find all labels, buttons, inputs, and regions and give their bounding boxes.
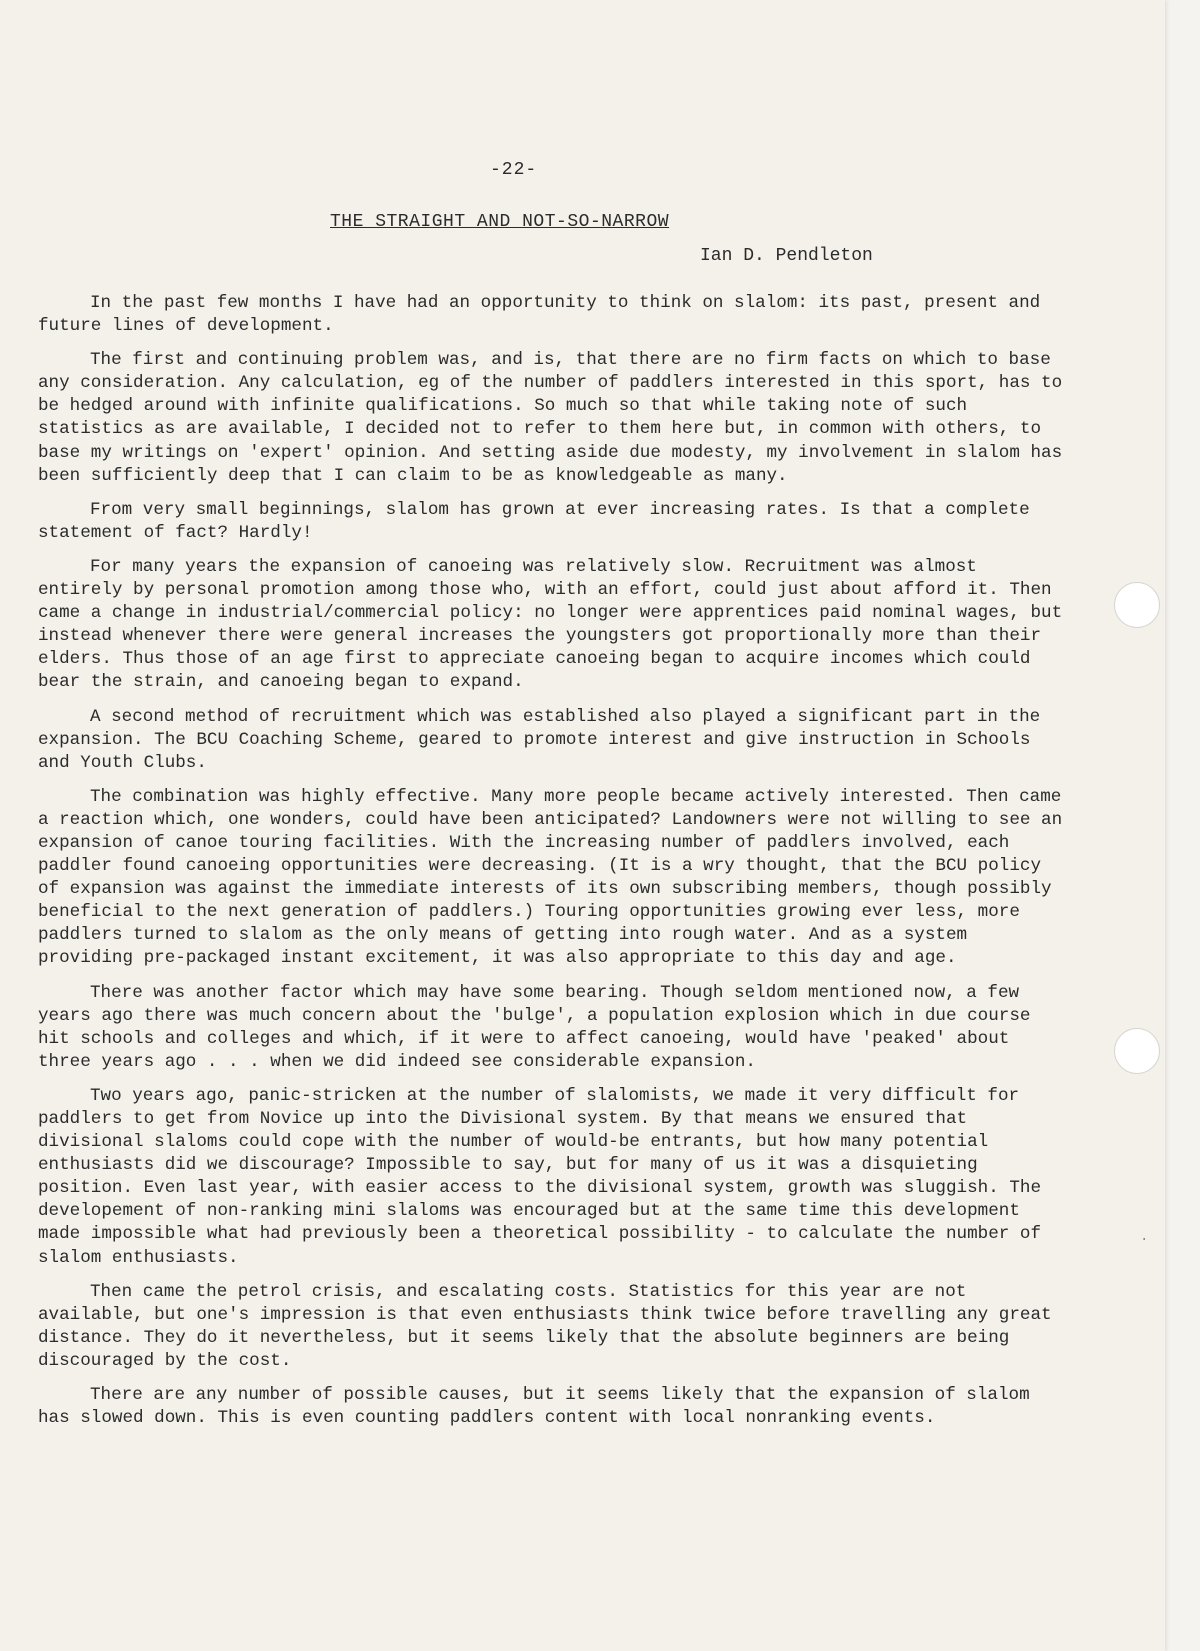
author-name: Ian D. Pendleton bbox=[700, 246, 873, 266]
paragraph: In the past few months I have had an opportunity to think on slalom: its past, present and future lines of development. bbox=[38, 293, 1051, 337]
punch-hole-upper bbox=[1114, 582, 1160, 628]
paragraph: There was another factor which may have some bearing. Though seldom mentioned now, a few years ago there was much concern about the 'bulge', a population explosion which in due course hit schools and colleges and which, if it were to affect canoeing, would have 'peaked' about three years ago . . . when we did indeed see considerable expansion. bbox=[38, 982, 1042, 1072]
paragraph: There are any number of possible causes, but it seems likely that the expansion of slalom has slowed down. This is even counting paddlers content with local nonranking events. bbox=[38, 1385, 1041, 1429]
paragraph: The first and continuing problem was, and is, that there are no firm facts on which to base any consideration. Any calculation, eg of the number of paddlers interested in this sport, has to be hedged around with infinite qualifications. So much so that while taking note of such statistics as are available, I decided not to refer to them here but, in common with others, to base my writings on 'expert' opinion. And setting aside due modesty, my involvement in slalom has been sufficiently deep that I can claim to be as knowledgeable as many. bbox=[38, 350, 1073, 486]
article-title: THE STRAIGHT AND NOT-SO-NARROW bbox=[330, 212, 670, 232]
article-body bbox=[38, 292, 1073, 1441]
paragraph: Two years ago, panic-stricken at the number of slalomists, we made it very difficult for paddlers to get from Novice up into the Divisional system. By that means we ensured that divisional slaloms could cope with the number of would-be entrants, but how many potential enthusiasts did we discourage? Impossible to say, but for many of us it was a disquieting position. Even last year, with easier access to the divisional system, growth was sluggish. The developement of non-ranking mini slaloms was encouraged but at the same time this development made impossible what had previously been a theoretical possibility - to calculate the number of slalom enthusiasts. bbox=[38, 1085, 1052, 1268]
paragraph: For many years the expansion of canoeing was relatively slow. Recruitment was almost entirely by personal promotion among those who, with an effort, could just about afford it. Then came a change in industrial/commercial policy: no longer were apprentices paid nominal wages, but instead whenever there were general increases the youngsters got proportionally more than their elders. Thus those of an age first to appreciate canoeing began to acquire incomes which could bear the strain, and canoeing began to expand. bbox=[38, 556, 1073, 693]
punch-hole-lower bbox=[1114, 1028, 1160, 1074]
page-number: -22- bbox=[490, 160, 538, 180]
paragraph: Then came the petrol crisis, and escalating costs. Statistics for this year are not available, but one's impression is that even enthusiasts think twice before travelling any great distance. They do it nevertheless, but it seems likely that the absolute beginners are being discouraged by the cost. bbox=[38, 1281, 1063, 1371]
paragraph: The combination was highly effective. Many more people became actively interested. Then came a reaction which, one wonders, could have been anticipated? Landowners were not willing to see an expansion of canoe touring facilities. With the increasing number of paddlers involved, each paddler found canoeing opportunities were decreasing. (It is a wry thought, that the BCU policy of expansion was against the immediate interests of its own subscribing members, though possibly beneficial to the next generation of paddlers.) Touring opportunities growing ever less, more paddlers turned to slalom as the only means of getting into rough water. And as a system providing pre-packaged instant excitement, it was also appropriate to this day and age. bbox=[38, 786, 1073, 969]
paragraph: A second method of recruitment which was established also played a significant part in the expansion. The BCU Coaching Scheme, geared to promote interest and give instruction in Schools and Youth Clubs. bbox=[38, 706, 1051, 773]
margin-mark: · bbox=[1140, 1232, 1149, 1248]
paragraph: From very small beginnings, slalom has grown at ever increasing rates. Is that a complete statement of fact? Hardly! bbox=[38, 499, 1041, 543]
